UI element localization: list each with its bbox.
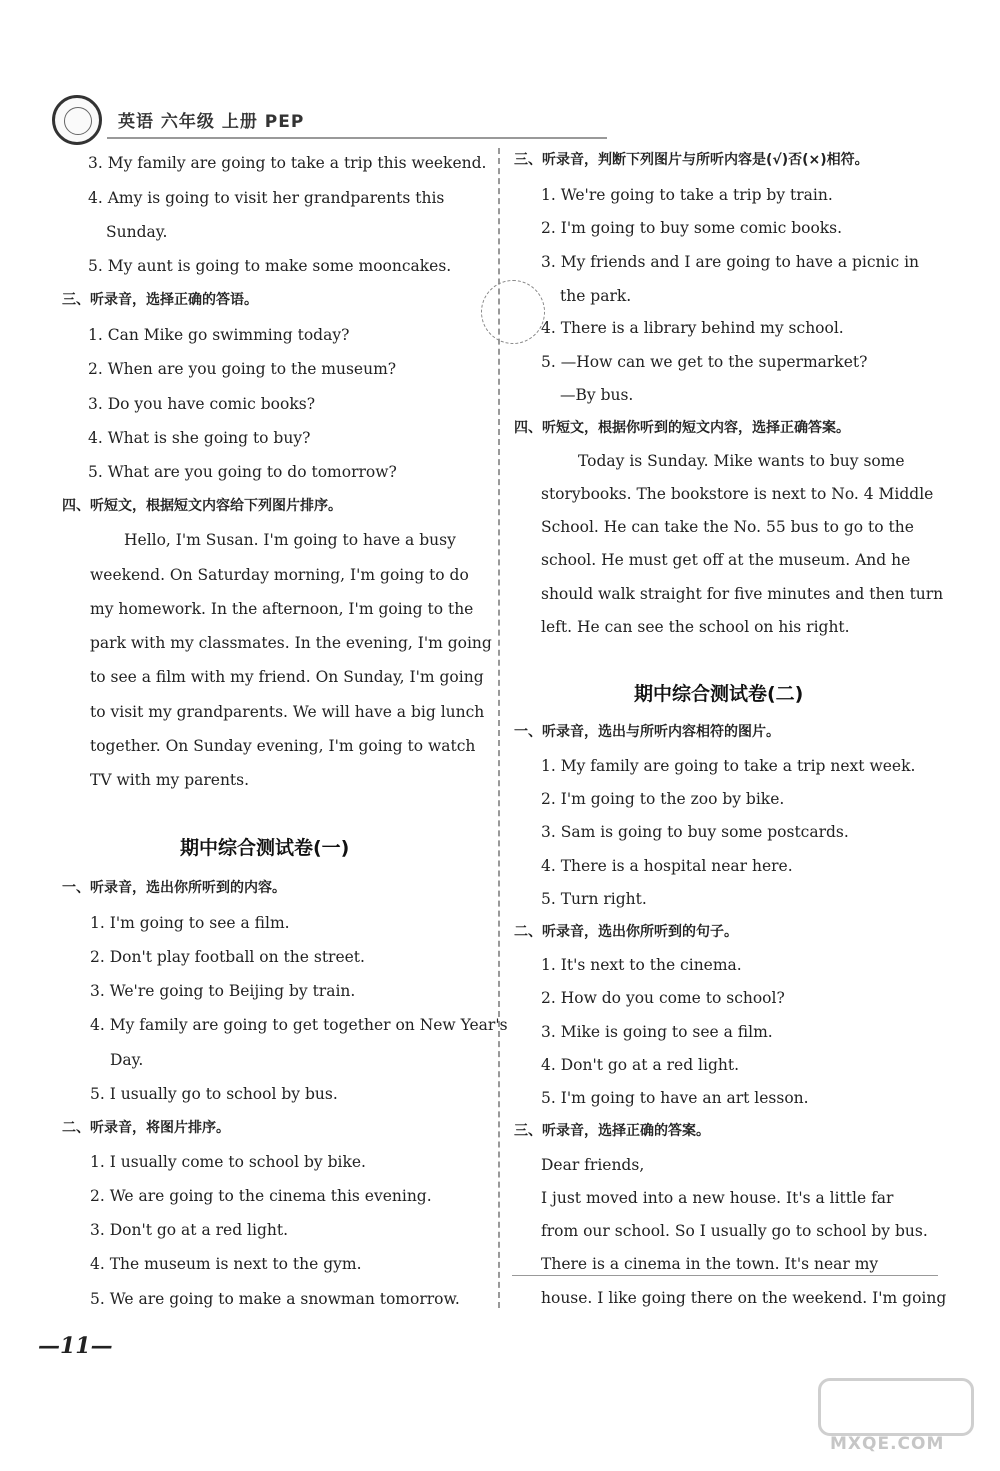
paragraph-line: School. He can take the No. 55 bus to go to the	[541, 518, 914, 536]
paragraph-line: storybooks. The bookstore is next to No. 4 Middle	[541, 485, 934, 503]
list-item: 2. I'm going to the zoo by bike.	[541, 790, 785, 808]
section-heading: 四、听短文，根据短文内容给下列图片排序。	[62, 498, 342, 514]
list-item: 4. There is a library behind my school.	[541, 319, 844, 337]
list-item: 1. Can Mike go swimming today?	[88, 326, 350, 344]
paragraph-line: Dear friends,	[541, 1156, 645, 1174]
list-item: 2. I'm going to buy some comic books.	[541, 219, 843, 237]
list-item: 1. It's next to the cinema.	[541, 956, 742, 974]
list-item: 5. —How can we get to the supermarket?	[541, 353, 868, 371]
watermark	[818, 1378, 978, 1458]
list-item: 1. My family are going to take a trip next week.	[541, 757, 916, 775]
list-item: 3. We're going to Beijing by train.	[90, 982, 356, 1000]
watermark-text: MXQE.COM	[830, 1434, 945, 1454]
paragraph-line: together. On Sunday evening, I'm going to watch	[90, 737, 476, 755]
publisher-logo-icon	[52, 95, 102, 145]
list-item: 5. I'm going to have an art lesson.	[541, 1089, 809, 1107]
section-heading: 四、听短文，根据你听到的短文内容，选择正确答案。	[514, 420, 850, 436]
paragraph-line: I just moved into a new house. It's a little far	[541, 1189, 894, 1207]
stamp-icon	[481, 280, 545, 344]
list-item: 4. Amy is going to visit her grandparents this	[88, 189, 445, 207]
page-header	[52, 95, 612, 153]
list-item: 5. My aunt is going to make some mooncakes.	[88, 257, 452, 275]
list-item: 3. My friends and I are going to have a picnic in	[541, 253, 920, 271]
paragraph-line: school. He must get off at the museum. And he	[541, 551, 911, 569]
paragraph-line: house. I like going there on the weekend. I'm going	[541, 1289, 947, 1307]
header-title: 英语 六年级 上册 PEP	[118, 112, 305, 132]
list-item: 3. Sam is going to buy some postcards.	[541, 823, 849, 841]
list-item: 1. We're going to take a trip by train.	[541, 186, 833, 204]
list-item: 3. My family are going to take a trip this weekend.	[88, 154, 487, 172]
section-heading: 三、听录音，选择正确的答语。	[62, 292, 258, 308]
paragraph-line: Hello, I'm Susan. I'm going to have a busy	[124, 531, 456, 549]
paragraph-line: should walk straight for five minutes and then turn	[541, 585, 944, 603]
paragraph-line: to see a film with my friend. On Sunday, I'm going	[90, 668, 484, 686]
list-item: —By bus.	[560, 386, 634, 404]
section-heading: 二、听录音，将图片排序。	[62, 1120, 230, 1136]
list-item: 4. What is she going to buy?	[88, 429, 311, 447]
list-item: 1. I'm going to see a film.	[90, 914, 290, 932]
list-item: 2. How do you come to school?	[541, 989, 785, 1007]
paragraph-line: from our school. So I usually go to school by bus.	[541, 1222, 928, 1240]
list-item: 4. There is a hospital near here.	[541, 857, 793, 875]
section-heading: 一、听录音，选出与所听内容相符的图片。	[514, 724, 780, 740]
paragraph-line: left. He can see the school on his right.	[541, 618, 850, 636]
list-item: 4. My family are going to get together on New Year's	[90, 1016, 508, 1034]
paragraph-line: park with my classmates. In the evening, I'm going	[90, 634, 492, 652]
list-item: 4. Don't go at a red light.	[541, 1056, 740, 1074]
list-item: the park.	[560, 287, 632, 305]
list-item: Sunday.	[106, 223, 168, 241]
section-heading: 二、听录音，选出你所听到的句子。	[514, 924, 738, 940]
test-title: 期中综合测试卷(一)	[180, 837, 350, 859]
list-item: 5. Turn right.	[541, 890, 647, 908]
section-heading: 一、听录音，选出你所听到的内容。	[62, 880, 286, 896]
list-item: 3. Don't go at a red light.	[90, 1221, 289, 1239]
header-rule	[107, 137, 607, 139]
section-heading: 三、听录音，选择正确的答案。	[514, 1123, 710, 1139]
page-number: —11—	[38, 1333, 113, 1359]
list-item: 3. Mike is going to see a film.	[541, 1023, 773, 1041]
paragraph-line: There is a cinema in the town. It's near my	[541, 1255, 879, 1273]
test-title: 期中综合测试卷(二)	[634, 683, 804, 705]
list-item: Day.	[110, 1051, 144, 1069]
watermark-logo-icon	[818, 1378, 974, 1436]
paragraph-line: Today is Sunday. Mike wants to buy some	[578, 452, 905, 470]
paragraph-line: my homework. In the afternoon, I'm going to the	[90, 600, 474, 618]
paragraph-line: to visit my grandparents. We will have a big lunch	[90, 703, 485, 721]
list-item: 2. We are going to the cinema this evening.	[90, 1187, 432, 1205]
paragraph-line: TV with my parents.	[90, 771, 250, 789]
bottom-rule	[512, 1275, 938, 1276]
paragraph-line: weekend. On Saturday morning, I'm going to do	[90, 566, 469, 584]
list-item: 5. We are going to make a snowman tomorrow.	[90, 1290, 460, 1308]
list-item: 2. Don't play football on the street.	[90, 948, 365, 966]
list-item: 5. I usually go to school by bus.	[90, 1085, 338, 1103]
list-item: 3. Do you have comic books?	[88, 395, 315, 413]
list-item: 1. I usually come to school by bike.	[90, 1153, 366, 1171]
list-item: 2. When are you going to the museum?	[88, 360, 397, 378]
list-item: 5. What are you going to do tomorrow?	[88, 463, 397, 481]
list-item: 4. The museum is next to the gym.	[90, 1255, 362, 1273]
section-heading: 三、听录音，判断下列图片与所听内容是(√)否(×)相符。	[514, 152, 869, 168]
